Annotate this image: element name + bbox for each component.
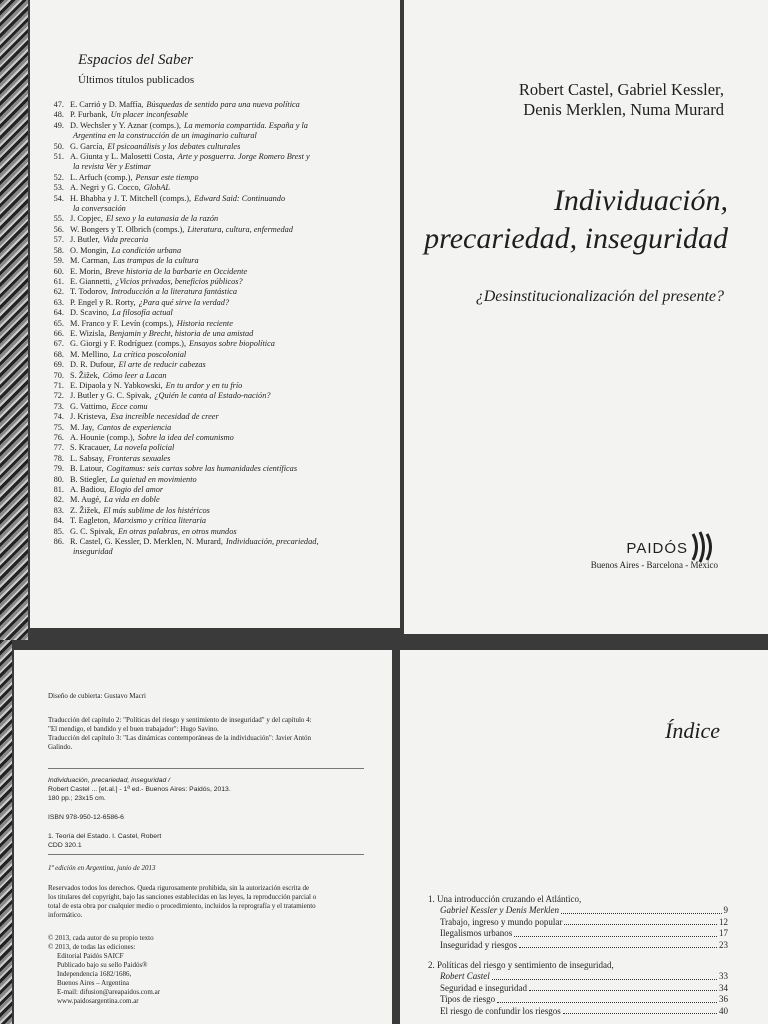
list-item [46,110,392,120]
list-item-number: 69. [53,360,64,370]
catalog-line: Individuación, precariedad, inseguridad / [48,777,171,784]
list-item-title: Argentina en la construcción de un imaginario cultural [73,131,257,141]
list-item-title: Cantos de experiencia [97,422,172,432]
list-item [46,391,392,401]
toc-entry-text: Gabriel Kessler y Denis Merklen [440,905,559,916]
list-item-number: 60. [53,266,64,276]
translation-line: Traducción del capítulo 3: "Las dinámicas contemporáneas de la individuación": Javier Antón [48,734,312,742]
toc-entry-text: Robert Castel [440,971,490,982]
subject-line: 1. Teoría del Estado. I. Castel, Robert [48,833,162,840]
list-item-title: la conversación [73,204,126,214]
list-item [46,256,392,266]
cdd-line: CDD 320.1 [48,842,82,849]
authors [519,80,724,120]
book-title-line-1: Individuación, [553,184,728,217]
translation-line: "El mendigo, el bandido y el buen trabajador": Hugo Savino. [48,725,219,733]
publisher-name: PAIDÓS [626,540,688,557]
list-item-title: Edward Said: Continuando [194,193,286,203]
toc-leader [519,940,717,948]
list-item-author: A. Giunta y L. Malosetti Costa, [70,152,175,162]
list-item [46,506,392,516]
list-item [46,433,392,443]
title-list [46,100,392,558]
list-item [46,319,392,329]
list-item [46,152,392,162]
toc-page-number: 36 [719,994,728,1005]
list-item-number: 62. [53,287,64,297]
rights-line: total de esta obra por cualquier medio o procedimiento, incluidos la reprografía y el tratamiento [48,902,316,910]
list-item-title: Marxismo y crítica literaria [113,516,207,526]
toc-entry-text: Tipos de riesgo [440,994,496,1005]
list-item [46,402,392,412]
toc-entry [428,1006,728,1017]
list-item [46,277,392,287]
list-item-title: Arte y posguerra. Jorge Romero Brest y [177,152,310,162]
toc-entry [428,905,728,916]
toc-page-number: 9 [723,905,728,916]
toc-page-number: 33 [719,971,728,982]
list-item [46,485,392,495]
list-item-title: ¿Quién le canta al Estado-nación? [154,391,271,401]
list-item-title: Sobre la idea del comunismo [137,433,234,442]
list-item-number: 75. [53,422,64,432]
list-item-title: Cogitamus: seis cartas sobre las humanidades científicas [106,464,298,474]
list-item-title: La condición urbana [111,245,182,255]
list-item-title: El sexo y la eutanasia de la razón [105,214,219,224]
list-item [46,371,392,381]
list-item-number: 58. [53,245,64,255]
list-item [46,173,392,183]
list-item-author: Z. Žižek, [70,505,101,515]
list-item-title: Ecce comu [111,401,148,411]
list-item-number: 52. [53,172,64,182]
list-item-title: El psicoanálisis y los debates culturales [107,141,241,151]
list-item-number: 54. [53,193,64,203]
list-item-author: B. Stiegler, [70,474,108,484]
list-item [46,412,392,422]
list-item-number: 50. [53,141,64,151]
list-item [46,235,392,245]
list-item-author: L. Arfuch (comp.), [70,172,133,182]
toc-entry [428,928,728,939]
list-item-author: G. C. Spivak, [70,526,115,536]
list-item [46,339,392,349]
copyright-line: © 2013, de todas las ediciones: [48,943,136,951]
toc-entry-text: El riesgo de confundir los riesgos [440,1005,561,1016]
table-of-contents [428,894,728,1017]
list-item-author: G. Vattimo, [70,401,109,411]
list-item [46,527,392,537]
address-line: E-mail: difusion@areapaidos.com.ar [57,988,161,996]
index-heading: Índice [665,718,720,743]
list-item-author: R. Castel, G. Kessler, D. Merklen, N. Murard, [70,537,223,547]
catalog-line: 180 pp.; 23x15 cm. [48,795,106,802]
list-item-author: J. Kristeva, [70,412,108,422]
list-item-author: E. Morin, [70,266,103,276]
list-item-title: Búsquedas de sentido para una nueva política [146,100,300,109]
list-item-title: La novela policial [113,443,175,453]
divider [48,854,364,855]
list-item [46,360,392,370]
list-item-author: D. Wechsler y Y. Aznar (comps.), [70,120,181,130]
address-line: www.paidosargentina.com.ar [57,997,139,1005]
list-item-title: En otras palabras, en otros mundos [117,526,237,536]
toc-entry-text: Seguridad e inseguridad [440,982,527,993]
list-item-title: Fronteras sexuales [107,453,171,463]
list-item-title: La quietud en movimiento [110,474,197,484]
list-item-number: 63. [53,297,64,307]
list-item-number: 80. [53,474,64,484]
toc-entry [428,983,728,994]
list-item-author: M. Carman, [70,256,110,266]
list-item-number: 77. [53,443,64,453]
toc-entry [428,971,728,982]
list-item-number: 84. [53,516,64,526]
list-item-number: 48. [53,110,64,120]
list-item [46,547,392,557]
list-item-author: A. Negri y G. Cocco, [70,183,141,193]
authors-line-1: Robert Castel, Gabriel Kessler, [518,80,724,99]
list-item-number: 68. [53,349,64,359]
list-item-title: Vida precaria [102,235,149,245]
list-item [46,423,392,433]
rights-notice [48,884,368,920]
list-item-author: A. Badiou, [70,485,107,495]
toc-entry [428,960,728,971]
toc-page-number: 12 [719,916,728,927]
rights-line: informático. [48,911,83,919]
toc-entry [428,994,728,1005]
publisher-cities: Buenos Aires - Barcelona - México [590,560,718,570]
list-item-title: Pensar este tiempo [135,172,199,182]
translation-line: Traducción del capítulo 2: "Políticas del riesgo y sentimiento de inseguridad" y del capítulo 4: [48,716,312,724]
list-item-number: 67. [53,339,64,349]
index-page [400,650,768,1024]
list-item-author: J. Butler, [70,235,100,245]
book-subtitle: ¿Desinstitucionalización del presente? [475,288,724,305]
toc-page-number: 23 [719,939,728,950]
list-item-title: La crítica poscolonial [112,349,187,359]
list-item-author: T. Eagleton, [70,516,111,526]
list-item-title: Benjamin y Brecht, historia de una amistad [109,328,254,338]
list-item [46,194,392,204]
page-edge-left-top [0,0,28,640]
book-title [424,182,728,258]
series-title: Espacios del Saber [78,52,193,68]
list-item-title: El más sublime de los histéricos [103,505,210,515]
list-item-author: E. Dipaola y N. Yabkowski, [70,380,163,390]
book-title-line-2: precariedad, inseguridad [424,222,728,255]
list-item-title: Cómo leer a Lacan [102,370,167,380]
list-item [46,475,392,485]
toc-leader [514,928,717,936]
cover-credit: Diseño de cubierta: Gustavo Macri [48,692,146,700]
copyright-line: © 2013, cada autor de su propio texto [48,934,154,942]
list-item-number: 78. [53,453,64,463]
translation-credits [48,716,368,752]
toc-leader [497,994,717,1002]
list-item-title: La memoria compartida. España y la [183,120,308,130]
list-item-number: 82. [53,495,64,505]
list-item-number: 71. [53,380,64,390]
toc-leader [563,1006,717,1014]
address-line: Editorial Paidós SAICF [57,952,124,960]
list-item-title: Historia reciente [176,318,233,328]
list-item [46,298,392,308]
address-line: Independencia 1682/1686, [57,970,132,978]
list-item-title: Las trampas de la cultura [112,256,199,266]
list-item-author: W. Bongers y T. Olbrich (comps.), [70,224,185,234]
list-item [46,162,392,172]
list-item-number: 72. [53,391,64,401]
list-item [46,537,392,547]
list-item-author: S. Kracauer, [70,443,111,453]
page-edge-left-bottom [0,640,12,1024]
list-item-number: 61. [53,276,64,286]
list-item-author: P. Engel y R. Rorty, [70,297,136,307]
edition-line: 1ª edición en Argentina, junio de 2013 [48,864,156,872]
list-item-author: M. Augé, [70,495,102,505]
address-line: Publicado bajo su sello Paidós® [57,961,148,969]
list-item-author: J. Butler y G. C. Spivak, [70,391,152,401]
authors-line-2: Denis Merklen, Numa Murard [523,100,724,119]
list-item-title: La filosofía actual [111,308,173,318]
list-item [46,443,392,453]
list-item-title: ¿Vicios privados, beneficios públicos? [115,276,243,286]
list-item [46,142,392,152]
toc-entry [428,917,728,928]
list-item-title: inseguridad [73,547,113,557]
list-item-author: J. Copjec, [70,214,103,224]
list-item-title: Literatura, cultura, enfermedad [187,224,293,234]
list-item-number: 59. [53,256,64,266]
list-item-title: Breve historia de la barbarie en Occidente [105,266,248,276]
toc-entry [428,894,728,905]
address-line: Buenos Aires – Argentina [57,979,130,987]
toc-entry-text: Ilegalismos urbanos [440,928,513,939]
list-item-author: B. Latour, [70,464,104,474]
list-item-number: 70. [53,370,64,380]
title-page [404,0,768,634]
list-item-author: E. Giannetti, [70,276,113,286]
list-item-author: G. García, [70,141,105,151]
list-item [46,454,392,464]
list-item [46,329,392,339]
list-item-author: E. Carrió y D. Maffía, [70,100,144,109]
list-item-title: Ensayos sobre biopolítica [189,339,275,349]
list-item [46,308,392,318]
list-item-author: D. R. Dufour, [70,360,116,370]
toc-entry [428,940,728,951]
series-subtitle: Últimos títulos publicados [78,74,195,86]
toc-page-number: 17 [719,928,728,939]
list-item-author: D. Scavino, [70,308,109,318]
list-item [46,267,392,277]
list-item [46,287,392,297]
list-item-title: ¿Para qué sirve la verdad? [138,297,230,307]
toc-leader [492,971,717,979]
list-item [46,204,392,214]
toc-spacer [428,951,728,960]
list-item-title: la revista Ver y Estimar [73,162,152,172]
list-item-title: Individuación, precariedad, [225,537,319,547]
list-item-number: 56. [53,224,64,234]
list-item-author: M. Jay, [70,422,95,432]
divider [48,768,364,769]
isbn: ISBN 978-950-12-6586-6 [48,814,124,821]
list-item [46,131,392,141]
list-item-number: 83. [53,505,64,515]
list-item-number: 86. [53,537,64,547]
list-item [46,516,392,526]
list-item [46,464,392,474]
list-item [46,350,392,360]
list-item-title: Introducción a la literatura fantástica [110,287,237,297]
list-item-number: 47. [53,100,64,109]
toc-leader [564,917,717,925]
list-item-number: 55. [53,214,64,224]
list-item-title: Esa increíble necesidad de creer [110,412,219,422]
list-item-number: 51. [53,152,64,162]
list-item-author: O. Mongin, [70,245,109,255]
list-item [46,183,392,193]
list-item-title: La vida en doble [104,495,160,505]
list-item-author: H. Bhabha y J. T. Mitchell (comps.), [70,193,192,203]
toc-entry-text: Trabajo, ingreso y mundo popular [440,916,563,927]
list-item-author: E. Wizisla, [70,328,107,338]
toc-page-number: 40 [719,1005,728,1016]
publisher-logo-icon [690,530,716,564]
list-item-number: 73. [53,401,64,411]
list-item-title: GlobAL [143,183,171,193]
list-item [46,381,392,391]
toc-page-number: 34 [719,982,728,993]
list-item-author: M. Mellino, [70,349,110,359]
list-item-author: T. Todorov, [70,287,108,297]
credits-page [14,650,392,1024]
list-item-number: 66. [53,328,64,338]
list-item-title: En tu ardor y en tu frío [165,380,243,390]
toc-leader [561,905,722,913]
list-item-number: 57. [53,235,64,245]
list-item-title: Elogio del amor [109,485,164,495]
series-page [30,0,400,628]
list-item-author: P. Furbank, [70,110,108,120]
list-item-number: 76. [53,433,64,442]
list-item-author: S. Žižek, [70,370,100,380]
toc-entry-text: Inseguridad y riesgos [440,939,517,950]
list-item-number: 64. [53,308,64,318]
list-item [46,246,392,256]
list-item-title: El arte de reducir cabezas [118,360,206,370]
toc-leader [529,983,717,991]
rights-line: los titulares del copyright, bajo las sanciones establecidas en las leyes, la reproducción parcial o [48,893,317,901]
list-item-number: 81. [53,485,64,495]
list-item-number: 85. [53,526,64,536]
list-item-number: 49. [53,120,64,130]
list-item-number: 74. [53,412,64,422]
list-item [46,121,392,131]
list-item-author: M. Franco y F. Levín (comps.), [70,318,174,328]
list-item-author: G. Giorgi y F. Rodríguez (comps.), [70,339,187,349]
list-item-author: A. Hounie (comp.), [70,433,135,442]
list-item [46,225,392,235]
catalog-line: Robert Castel ... [et.al.] - 1ª ed.- Buenos Aires: Paidós, 2013. [48,786,231,793]
toc-entry-text: 2. Políticas del riesgo y sentimiento de inseguridad, [428,960,614,971]
list-item-number: 79. [53,464,64,474]
list-item [46,100,392,110]
translation-line: Galindo. [48,743,73,751]
list-item [46,495,392,505]
catalog-record [48,776,368,850]
list-item [46,214,392,224]
list-item-author: L. Sabsay, [70,453,105,463]
list-item-number: 53. [53,183,64,193]
toc-entry-text: 1. Una introducción cruzando el Atlántico, [428,894,582,904]
copyright-block [48,934,368,1006]
list-item-number: 65. [53,318,64,328]
rights-line: Reservados todos los derechos. Queda rigurosamente prohibida, sin la autorización escrita de [48,884,310,892]
list-item-title: Un placer inconfesable [110,110,188,120]
